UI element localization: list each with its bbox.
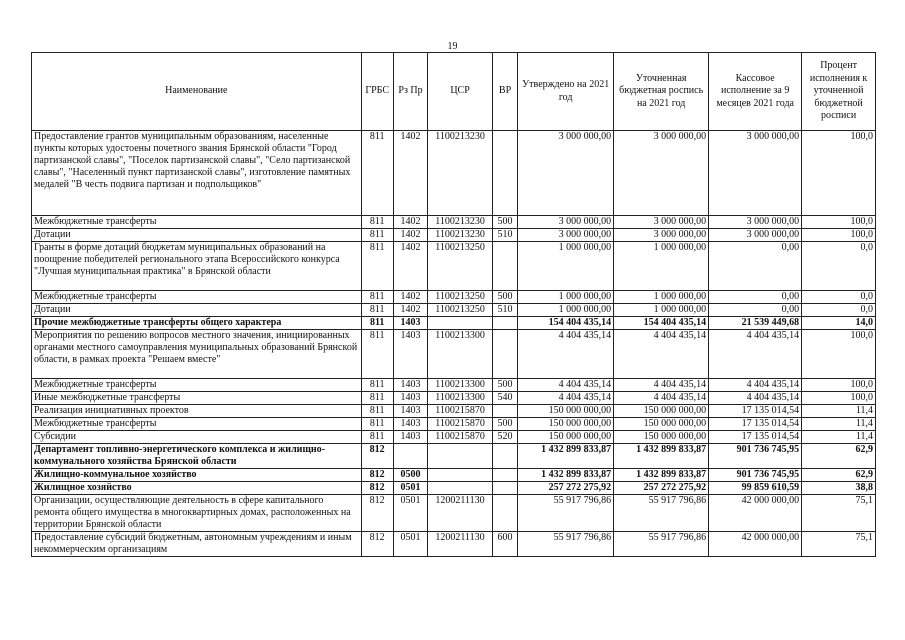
cell-grbs: 811 <box>361 431 393 444</box>
cell-vr: 520 <box>492 431 517 444</box>
cell-rzpr: 1403 <box>393 418 427 431</box>
cell-csr: 1200211130 <box>428 532 493 557</box>
cell-grbs: 811 <box>361 317 393 330</box>
cell-cash: 3 000 000,00 <box>709 229 802 242</box>
cell-rzpr: 0501 <box>393 532 427 557</box>
cell-vr <box>492 469 517 482</box>
table-row <box>32 418 876 431</box>
cell-vr: 510 <box>492 229 517 242</box>
cell-name: Межбюджетные трансферты <box>32 418 362 431</box>
cell-vr <box>492 131 517 216</box>
cell-rzpr: 1402 <box>393 291 427 304</box>
cell-approved: 4 404 435,14 <box>518 330 614 379</box>
cell-name: Организации, осуществляющие деятельность в сфере капитального ремонта общего имущества в многоквартирных домах, расположенных на территории Брянской области <box>32 495 362 532</box>
cell-approved: 1 000 000,00 <box>518 304 614 317</box>
cell-percent: 100,0 <box>802 392 876 405</box>
cell-vr: 540 <box>492 392 517 405</box>
cell-rzpr: 1402 <box>393 304 427 317</box>
cell-rzpr: 0501 <box>393 495 427 532</box>
cell-grbs: 811 <box>361 216 393 229</box>
page-number: 19 <box>447 41 458 52</box>
cell-percent: 0,0 <box>802 304 876 317</box>
cell-refined: 1 000 000,00 <box>614 304 709 317</box>
column-header-grbs: ГРБС <box>361 53 393 131</box>
cell-rzpr: 1403 <box>393 431 427 444</box>
cell-refined: 3 000 000,00 <box>614 131 709 216</box>
cell-rzpr: 1403 <box>393 405 427 418</box>
cell-grbs: 812 <box>361 495 393 532</box>
cell-csr: 1100213230 <box>428 229 493 242</box>
column-header-cash: Кассовое исполнение за 9 месяцев 2021 года <box>709 53 802 131</box>
table-row <box>32 229 876 242</box>
cell-name: Жилищное хозяйство <box>32 482 362 495</box>
cell-name: Мероприятия по решению вопросов местного значения, инициированных органами местного самоуправления муниципальных образований Брянской области, в рамках проекта "Решаем вместе" <box>32 330 362 379</box>
cell-percent: 100,0 <box>802 330 876 379</box>
cell-grbs: 811 <box>361 229 393 242</box>
cell-percent: 11,4 <box>802 418 876 431</box>
table-row <box>32 431 876 444</box>
cell-cash: 42 000 000,00 <box>709 532 802 557</box>
cell-percent: 100,0 <box>802 131 876 216</box>
cell-rzpr: 1402 <box>393 131 427 216</box>
cell-percent: 0,0 <box>802 242 876 291</box>
cell-csr: 1100215870 <box>428 405 493 418</box>
cell-csr: 1100213300 <box>428 392 493 405</box>
cell-refined: 150 000 000,00 <box>614 405 709 418</box>
cell-csr: 1100215870 <box>428 431 493 444</box>
table-row <box>32 469 876 482</box>
cell-csr <box>428 469 493 482</box>
cell-refined: 257 272 275,92 <box>614 482 709 495</box>
cell-approved: 1 000 000,00 <box>518 242 614 291</box>
cell-rzpr: 1403 <box>393 379 427 392</box>
table-row <box>32 532 876 557</box>
cell-refined: 150 000 000,00 <box>614 418 709 431</box>
cell-rzpr: 0500 <box>393 469 427 482</box>
cell-vr: 600 <box>492 532 517 557</box>
column-header-name: Наименование <box>32 53 362 131</box>
cell-rzpr: 1403 <box>393 392 427 405</box>
table-row <box>32 242 876 291</box>
cell-approved: 257 272 275,92 <box>518 482 614 495</box>
cell-grbs: 811 <box>361 330 393 379</box>
cell-cash: 901 736 745,95 <box>709 444 802 469</box>
cell-refined: 1 432 899 833,87 <box>614 444 709 469</box>
cell-vr <box>492 495 517 532</box>
cell-name: Межбюджетные трансферты <box>32 291 362 304</box>
column-header-approved: Утверждено на 2021 год <box>518 53 614 131</box>
cell-grbs: 811 <box>361 418 393 431</box>
table-row <box>32 405 876 418</box>
cell-percent: 100,0 <box>802 229 876 242</box>
column-header-csr: ЦСР <box>428 53 493 131</box>
cell-csr: 1100213300 <box>428 330 493 379</box>
cell-csr <box>428 482 493 495</box>
cell-refined: 4 404 435,14 <box>614 392 709 405</box>
cell-grbs: 812 <box>361 532 393 557</box>
cell-vr: 510 <box>492 304 517 317</box>
cell-percent: 14,0 <box>802 317 876 330</box>
cell-approved: 150 000 000,00 <box>518 405 614 418</box>
cell-percent: 75,1 <box>802 532 876 557</box>
cell-vr: 500 <box>492 216 517 229</box>
cell-grbs: 812 <box>361 444 393 469</box>
cell-refined: 4 404 435,14 <box>614 330 709 379</box>
cell-percent: 38,8 <box>802 482 876 495</box>
cell-approved: 55 917 796,86 <box>518 495 614 532</box>
cell-cash: 0,00 <box>709 291 802 304</box>
cell-cash: 0,00 <box>709 304 802 317</box>
cell-rzpr: 1402 <box>393 216 427 229</box>
cell-grbs: 812 <box>361 469 393 482</box>
cell-name: Межбюджетные трансферты <box>32 379 362 392</box>
column-header-percent: Процент исполнения к уточненной бюджетной росписи <box>802 53 876 131</box>
table-row <box>32 317 876 330</box>
cell-percent: 0,0 <box>802 291 876 304</box>
cell-percent: 100,0 <box>802 216 876 229</box>
table-header-row <box>32 53 876 131</box>
cell-percent: 75,1 <box>802 495 876 532</box>
cell-cash: 17 135 014,54 <box>709 405 802 418</box>
cell-approved: 3 000 000,00 <box>518 216 614 229</box>
cell-csr: 1100213230 <box>428 131 493 216</box>
table-row <box>32 131 876 216</box>
cell-vr: 500 <box>492 418 517 431</box>
cell-csr <box>428 444 493 469</box>
cell-name: Межбюджетные трансферты <box>32 216 362 229</box>
cell-vr <box>492 444 517 469</box>
cell-refined: 3 000 000,00 <box>614 229 709 242</box>
cell-approved: 4 404 435,14 <box>518 379 614 392</box>
cell-approved: 1 432 899 833,87 <box>518 444 614 469</box>
cell-cash: 42 000 000,00 <box>709 495 802 532</box>
cell-rzpr: 1402 <box>393 229 427 242</box>
cell-cash: 4 404 435,14 <box>709 330 802 379</box>
column-header-refined: Уточненная бюджетная роспись на 2021 год <box>614 53 709 131</box>
cell-name: Жилищно-коммунальное хозяйство <box>32 469 362 482</box>
cell-name: Реализация инициативных проектов <box>32 405 362 418</box>
cell-approved: 3 000 000,00 <box>518 131 614 216</box>
cell-vr: 500 <box>492 379 517 392</box>
cell-refined: 154 404 435,14 <box>614 317 709 330</box>
cell-vr <box>492 405 517 418</box>
cell-name: Дотации <box>32 229 362 242</box>
cell-approved: 1 432 899 833,87 <box>518 469 614 482</box>
cell-name: Дотации <box>32 304 362 317</box>
cell-cash: 3 000 000,00 <box>709 216 802 229</box>
cell-rzpr: 0501 <box>393 482 427 495</box>
table-body <box>32 131 876 557</box>
table-row <box>32 392 876 405</box>
cell-csr <box>428 317 493 330</box>
table-row <box>32 482 876 495</box>
table-row <box>32 330 876 379</box>
cell-cash: 4 404 435,14 <box>709 379 802 392</box>
cell-vr <box>492 482 517 495</box>
cell-percent: 62,9 <box>802 444 876 469</box>
cell-cash: 901 736 745,95 <box>709 469 802 482</box>
cell-rzpr: 1402 <box>393 242 427 291</box>
cell-refined: 1 432 899 833,87 <box>614 469 709 482</box>
cell-name: Предоставление субсидий бюджетным, автономным учреждениям и иным некоммерческим организациям <box>32 532 362 557</box>
cell-grbs: 811 <box>361 242 393 291</box>
cell-approved: 3 000 000,00 <box>518 229 614 242</box>
cell-cash: 3 000 000,00 <box>709 131 802 216</box>
cell-vr <box>492 330 517 379</box>
cell-grbs: 811 <box>361 131 393 216</box>
cell-grbs: 811 <box>361 379 393 392</box>
cell-name: Прочие межбюджетные трансферты общего характера <box>32 317 362 330</box>
cell-name: Департамент топливно-энергетического комплекса и жилищно-коммунального хозяйства Брянской области <box>32 444 362 469</box>
cell-approved: 150 000 000,00 <box>518 418 614 431</box>
cell-approved: 1 000 000,00 <box>518 291 614 304</box>
cell-grbs: 812 <box>361 482 393 495</box>
cell-refined: 1 000 000,00 <box>614 242 709 291</box>
cell-cash: 17 135 014,54 <box>709 431 802 444</box>
cell-name: Субсидии <box>32 431 362 444</box>
cell-grbs: 811 <box>361 304 393 317</box>
cell-refined: 55 917 796,86 <box>614 495 709 532</box>
cell-refined: 4 404 435,14 <box>614 379 709 392</box>
cell-name: Иные межбюджетные трансферты <box>32 392 362 405</box>
cell-csr: 1100213250 <box>428 242 493 291</box>
cell-csr: 1100213250 <box>428 291 493 304</box>
cell-rzpr: 1403 <box>393 330 427 379</box>
cell-name: Предоставление грантов муниципальным образованиям, населенные пункты которых удостоены почетного звания Брянской области "Город партизанской славы", "Поселок партизанской славы", "Село партизанской славы", "Населенный пункт партизанской славы", изготовление памятных медалей "В честь подвига партизан и подпольщиков" <box>32 131 362 216</box>
cell-approved: 55 917 796,86 <box>518 532 614 557</box>
table-row <box>32 216 876 229</box>
table-row <box>32 304 876 317</box>
cell-cash: 21 539 449,68 <box>709 317 802 330</box>
cell-percent: 100,0 <box>802 379 876 392</box>
table-row <box>32 379 876 392</box>
cell-vr <box>492 242 517 291</box>
cell-csr: 1100213230 <box>428 216 493 229</box>
cell-percent: 11,4 <box>802 431 876 444</box>
cell-rzpr: 1403 <box>393 317 427 330</box>
cell-csr: 1100215870 <box>428 418 493 431</box>
table-row <box>32 444 876 469</box>
cell-percent: 11,4 <box>802 405 876 418</box>
cell-vr <box>492 317 517 330</box>
cell-grbs: 811 <box>361 291 393 304</box>
column-header-vr: ВР <box>492 53 517 131</box>
cell-cash: 17 135 014,54 <box>709 418 802 431</box>
cell-refined: 150 000 000,00 <box>614 431 709 444</box>
cell-approved: 4 404 435,14 <box>518 392 614 405</box>
cell-percent: 62,9 <box>802 469 876 482</box>
budget-table <box>31 52 876 557</box>
cell-refined: 3 000 000,00 <box>614 216 709 229</box>
cell-cash: 0,00 <box>709 242 802 291</box>
cell-name: Гранты в форме дотаций бюджетам муниципальных образований на поощрение победителей регионального этапа Всероссийского конкурса "Лучшая муниципальная практика" в Брянской области <box>32 242 362 291</box>
cell-refined: 55 917 796,86 <box>614 532 709 557</box>
cell-cash: 4 404 435,14 <box>709 392 802 405</box>
cell-grbs: 811 <box>361 405 393 418</box>
cell-vr: 500 <box>492 291 517 304</box>
table-row <box>32 495 876 532</box>
cell-refined: 1 000 000,00 <box>614 291 709 304</box>
cell-cash: 99 859 610,59 <box>709 482 802 495</box>
cell-grbs: 811 <box>361 392 393 405</box>
cell-approved: 150 000 000,00 <box>518 431 614 444</box>
table-row <box>32 291 876 304</box>
cell-csr: 1200211130 <box>428 495 493 532</box>
cell-csr: 1100213250 <box>428 304 493 317</box>
column-header-rzpr: Рз Пр <box>393 53 427 131</box>
cell-rzpr <box>393 444 427 469</box>
cell-approved: 154 404 435,14 <box>518 317 614 330</box>
cell-csr: 1100213300 <box>428 379 493 392</box>
